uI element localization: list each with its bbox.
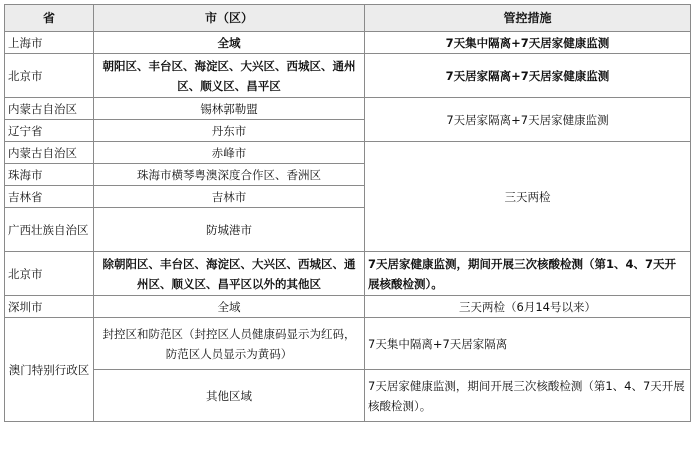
- province-cell: 深圳市: [5, 296, 94, 318]
- measure-cell: 7天居家健康监测，期间开展三次核酸检测（第1、4、7天开展核酸检测）。: [365, 370, 691, 422]
- table-row: [5, 370, 691, 422]
- measure-cell: 7天集中隔离+7天居家隔离: [365, 318, 691, 370]
- city-cell: 封控区和防范区（封控区人员健康码显示为红码，防范区人员显示为黄码）: [94, 318, 365, 370]
- city-cell: 丹东市: [94, 120, 365, 142]
- table-row: [5, 98, 691, 120]
- measure-cell: 7天集中隔离+7天居家健康监测: [365, 32, 691, 54]
- table-row: [5, 142, 691, 164]
- province-cell: 珠海市: [5, 164, 94, 186]
- header-city: 市（区）: [94, 5, 365, 32]
- city-cell: 全域: [94, 296, 365, 318]
- measure-cell: 三天两检: [365, 142, 691, 252]
- city-cell: 全域: [94, 32, 365, 54]
- measure-cell: 7天居家健康监测，期间开展三次核酸检测（第1、4、7天开展核酸检测）。: [365, 252, 691, 296]
- province-cell: 澳门特别行政区: [5, 318, 94, 422]
- table-row: [5, 318, 691, 370]
- header-measure: 管控措施: [365, 5, 691, 32]
- table-row: [5, 296, 691, 318]
- city-cell: 吉林市: [94, 186, 365, 208]
- table-row: [5, 54, 691, 98]
- province-cell: 广西壮族自治区: [5, 208, 94, 252]
- control-measures-table: [4, 4, 691, 422]
- city-cell: 其他区域: [94, 370, 365, 422]
- city-cell: 锡林郭勒盟: [94, 98, 365, 120]
- city-cell: 朝阳区、丰台区、海淀区、大兴区、西城区、通州区、顺义区、昌平区: [94, 54, 365, 98]
- table-row: [5, 32, 691, 54]
- table-header-row: [5, 5, 691, 32]
- province-cell: 北京市: [5, 54, 94, 98]
- city-cell: 防城港市: [94, 208, 365, 252]
- province-cell: 内蒙古自治区: [5, 98, 94, 120]
- province-cell: 北京市: [5, 252, 94, 296]
- province-cell: 上海市: [5, 32, 94, 54]
- city-cell: 除朝阳区、丰台区、海淀区、大兴区、西城区、通州区、顺义区、昌平区以外的其他区: [94, 252, 365, 296]
- header-province: 省: [5, 5, 94, 32]
- table-row: [5, 252, 691, 296]
- measure-cell: 7天居家隔离+7天居家健康监测: [365, 98, 691, 142]
- province-cell: 辽宁省: [5, 120, 94, 142]
- province-cell: 内蒙古自治区: [5, 142, 94, 164]
- measure-cell: 三天两检（6月14号以来）: [365, 296, 691, 318]
- city-cell: 赤峰市: [94, 142, 365, 164]
- measure-cell: 7天居家隔离+7天居家健康监测: [365, 54, 691, 98]
- province-cell: 吉林省: [5, 186, 94, 208]
- city-cell: 珠海市横琴粤澳深度合作区、香洲区: [94, 164, 365, 186]
